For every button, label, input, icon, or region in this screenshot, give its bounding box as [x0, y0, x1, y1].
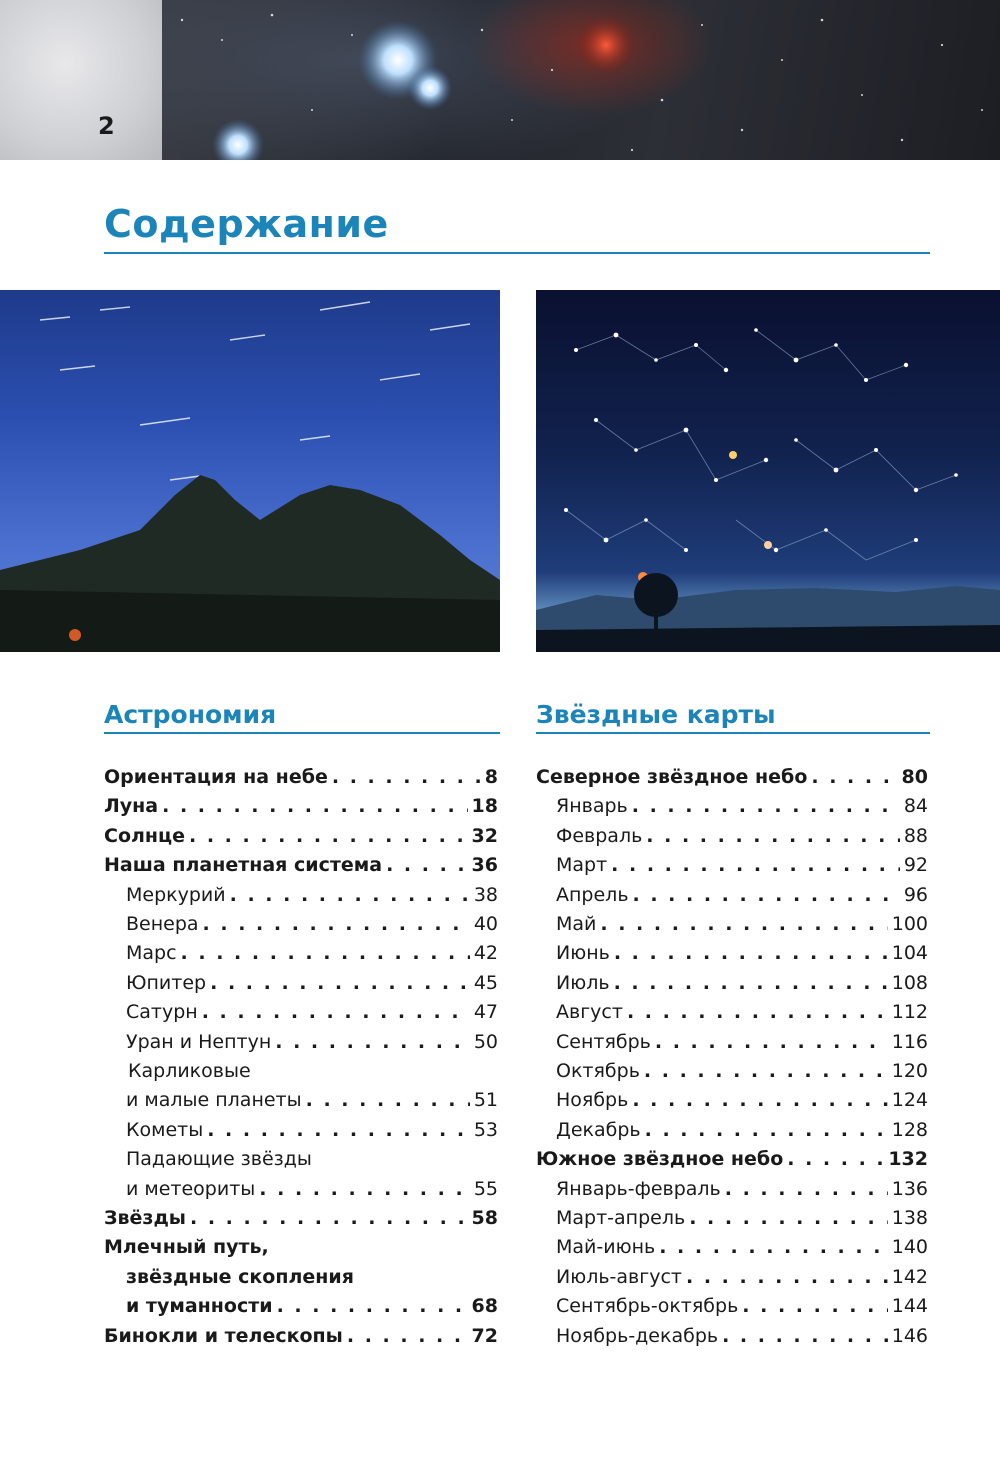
- toc-entry-page: 142: [891, 1265, 928, 1288]
- toc-entry[interactable]: [556, 997, 928, 1027]
- toc-dot-leader: [181, 938, 470, 968]
- toc-entry[interactable]: [126, 997, 498, 1027]
- toc-entry-label: Уран и Нептун: [126, 1030, 272, 1053]
- toc-dot-leader: [645, 1115, 888, 1145]
- toc-entry-page: 47: [473, 1001, 498, 1024]
- toc-dot-leader: [614, 938, 888, 968]
- toc-entry[interactable]: [556, 1056, 928, 1086]
- toc-entry[interactable]: [556, 791, 928, 821]
- toc-dot-leader: [644, 1056, 888, 1086]
- toc-dot-leader: [202, 997, 470, 1027]
- star-trails: [40, 302, 470, 480]
- toc-entry[interactable]: [126, 1027, 498, 1057]
- toc-dot-leader: [210, 968, 470, 998]
- toc-entry-label: Северное звёздное небо: [536, 766, 808, 788]
- toc-entry-label: Солнце: [104, 824, 186, 847]
- toc-entry[interactable]: [556, 1174, 928, 1204]
- toc-entry[interactable]: [128, 1056, 498, 1086]
- toc-entry-page: 84: [903, 795, 928, 818]
- toc-entry-page: 100: [891, 913, 928, 935]
- toc-entry[interactable]: [104, 821, 498, 851]
- page-title: Содержание: [104, 202, 389, 246]
- toc-entry-page: 58: [471, 1207, 498, 1229]
- toc-entry-label: Январь: [556, 795, 628, 818]
- planet-icon: [764, 541, 772, 549]
- toc-entry[interactable]: [556, 1203, 928, 1233]
- toc-dot-leader: [203, 909, 470, 939]
- toc-entry[interactable]: [556, 1027, 928, 1057]
- toc-dot-leader: [811, 762, 897, 792]
- toc-entry-label: Юпитер: [126, 971, 207, 994]
- toc-dot-leader: [686, 1262, 888, 1292]
- toc-entry-page: 36: [471, 854, 498, 877]
- mountain-photo-svg: [0, 290, 500, 652]
- page-number: 2: [98, 112, 115, 140]
- toc-entry[interactable]: [556, 1115, 928, 1145]
- toc-dot-leader: [600, 909, 887, 939]
- toc-dot-leader: [646, 821, 900, 851]
- toc-entry-page: 32: [471, 824, 498, 847]
- toc-dot-leader: [611, 850, 900, 880]
- toc-entry-page: 140: [891, 1236, 928, 1259]
- toc-entry-page: 120: [891, 1060, 928, 1082]
- toc-entry[interactable]: [126, 968, 498, 998]
- toc-entry[interactable]: [126, 938, 498, 968]
- toc-dot-leader: [306, 1085, 470, 1115]
- toc-entry[interactable]: [104, 1321, 498, 1351]
- toc-entry-label: Венера: [126, 913, 199, 935]
- toc-entry-label: Апрель: [556, 883, 629, 906]
- starfield-svg: [162, 0, 1000, 160]
- toc-entry[interactable]: [556, 880, 928, 910]
- toc-entry-label: Март: [556, 854, 608, 877]
- toc-entry-page: 88: [903, 824, 928, 847]
- toc-entry[interactable]: [104, 1232, 498, 1262]
- toc-entry[interactable]: [104, 762, 498, 792]
- toc-entry-label: Июль-август: [556, 1265, 682, 1288]
- toc-entry[interactable]: [126, 1174, 498, 1204]
- toc-dot-leader: [162, 791, 467, 821]
- bright-star-icon: [408, 66, 452, 110]
- toc-entry-label: Июнь: [556, 942, 610, 965]
- header-banner: [0, 0, 1000, 160]
- toc-entry-label: Меркурий: [126, 883, 226, 906]
- toc-dot-leader: [689, 1203, 888, 1233]
- toc-entry-page: 146: [891, 1324, 928, 1347]
- section-divider-astronomy: [104, 732, 500, 734]
- toc-entry-label: Сентябрь-октябрь: [556, 1295, 739, 1318]
- toc-entry-page: 40: [473, 913, 498, 935]
- toc-dot-leader: [722, 1321, 888, 1351]
- toc-entry[interactable]: [104, 1203, 498, 1233]
- banner-starfield-image: [162, 0, 1000, 160]
- toc-dot-leader: [207, 1115, 470, 1145]
- toc-entry[interactable]: [126, 1144, 498, 1174]
- toc-entry-label: Февраль: [556, 824, 643, 847]
- toc-dot-leader: [787, 1144, 884, 1174]
- toc-entry[interactable]: [126, 1085, 498, 1115]
- toc-entry[interactable]: [556, 850, 928, 880]
- toc-entry[interactable]: [104, 791, 498, 821]
- toc-entry-label: Декабрь: [556, 1118, 641, 1141]
- constellation-lines: [566, 330, 956, 560]
- toc-entry-page: 45: [473, 971, 498, 994]
- toc-entry-label: Звёзды: [104, 1207, 186, 1229]
- toc-dot-leader: [347, 1321, 468, 1351]
- toc-entry-page: 108: [891, 971, 928, 994]
- toc-entry-label: и туманности: [126, 1295, 273, 1318]
- toc-entry-page: 138: [891, 1207, 928, 1229]
- toc-entry-label: Наша планетная система: [104, 854, 383, 877]
- toc-entry-label: Млечный путь,: [104, 1236, 269, 1259]
- toc-entry-label: Карликовые: [128, 1060, 251, 1082]
- constellation-photo-svg: [536, 290, 1000, 652]
- toc-entry-page: 112: [891, 1001, 928, 1024]
- toc-dot-leader: [725, 1174, 888, 1204]
- toc-entry[interactable]: [104, 850, 498, 880]
- toc-entry-page: 80: [901, 766, 928, 788]
- toc-entry[interactable]: [556, 909, 928, 939]
- toc-dot-leader: [742, 1291, 887, 1321]
- mountain-star-trails-photo: [0, 290, 500, 652]
- title-divider: [104, 252, 930, 254]
- toc-entry[interactable]: [126, 1262, 498, 1292]
- toc-entry-label: Октябрь: [556, 1060, 640, 1082]
- bright-star-icon: [212, 119, 264, 160]
- toc-entry-label: и малые планеты: [126, 1089, 302, 1112]
- red-nebula-icon: [576, 15, 636, 75]
- toc-entry[interactable]: [536, 1144, 928, 1174]
- toc-entry[interactable]: [556, 1291, 928, 1321]
- toc-dot-leader: [632, 791, 900, 821]
- toc-entry-page: 55: [473, 1177, 498, 1200]
- toc-dot-leader: [632, 1085, 887, 1115]
- toc-entry[interactable]: [126, 1291, 498, 1321]
- toc-entry-label: Ноябрь-декабрь: [556, 1324, 719, 1347]
- toc-entry[interactable]: [556, 968, 928, 998]
- toc-entry-label: Июль: [556, 971, 610, 994]
- toc-entry-page: 132: [888, 1148, 928, 1171]
- toc-entry-page: 18: [471, 795, 498, 818]
- toc-entry-label: Бинокли и телескопы: [104, 1324, 343, 1347]
- toc-entry-page: 104: [891, 942, 928, 965]
- toc-entry-label: Ориентация на небе: [104, 766, 328, 788]
- toc-dot-leader: [189, 821, 468, 851]
- toc-entry-label: Май: [556, 913, 597, 935]
- toc-entry-label: Сентябрь: [556, 1030, 651, 1053]
- toc-entry-label: Январь-февраль: [556, 1177, 721, 1200]
- toc-dot-leader: [659, 1232, 888, 1262]
- toc-entry[interactable]: [556, 938, 928, 968]
- toc-entry-label: Сатурн: [126, 1001, 198, 1024]
- toc-entry-page: 42: [473, 942, 498, 965]
- toc-entry-label: Луна: [104, 795, 159, 818]
- toc-dot-leader: [277, 1291, 468, 1321]
- planet-icon: [729, 451, 737, 459]
- toc-entry-label: Марс: [126, 942, 177, 965]
- toc-entry[interactable]: [556, 1232, 928, 1262]
- toc-entry-page: 50: [473, 1030, 498, 1053]
- toc-dot-leader: [627, 997, 888, 1027]
- toc-entry-page: 92: [903, 854, 928, 877]
- toc-entry[interactable]: [556, 1085, 928, 1115]
- toc-entry-page: 136: [891, 1177, 928, 1200]
- toc-entry[interactable]: [556, 821, 928, 851]
- toc-entry-label: Падающие звёзды: [126, 1148, 312, 1171]
- foreground-ground: [0, 590, 500, 652]
- toc-entry-page: 51: [473, 1089, 498, 1112]
- toc-entry[interactable]: [556, 1321, 928, 1351]
- toc-entry[interactable]: [536, 762, 928, 792]
- toc-entry-page: 116: [891, 1030, 928, 1053]
- section-divider-star-maps: [536, 732, 930, 734]
- toc-entry-page: 53: [473, 1118, 498, 1141]
- toc-dot-leader: [190, 1203, 468, 1233]
- toc-dot-leader: [614, 968, 888, 998]
- toc-dot-leader: [275, 1027, 470, 1057]
- toc-entry-label: Май-июнь: [556, 1236, 656, 1259]
- toc-entry-label: Ноябрь: [556, 1089, 629, 1112]
- village-lights: [69, 629, 81, 641]
- section-title-astronomy: Астрономия: [104, 700, 277, 729]
- toc-entry[interactable]: [126, 1115, 498, 1145]
- toc-entry-page: 8: [484, 766, 498, 788]
- toc-entry[interactable]: [556, 1262, 928, 1292]
- toc-entry-label: Август: [556, 1001, 623, 1024]
- toc-entry[interactable]: [126, 880, 498, 910]
- toc-dot-leader: [386, 850, 467, 880]
- toc-entry-label: Южное звёздное небо: [536, 1148, 784, 1171]
- toc-entry-label: звёздные скопления: [126, 1265, 354, 1288]
- toc-dot-leader: [259, 1174, 470, 1204]
- toc-dot-leader: [655, 1027, 888, 1057]
- toc-entry-page: 144: [891, 1295, 928, 1318]
- constellation-sky-photo: [536, 290, 1000, 652]
- toc-dot-leader: [633, 880, 900, 910]
- toc-entry-label: Март-апрель: [556, 1207, 686, 1229]
- toc-entry-page: 124: [891, 1089, 928, 1112]
- toc-entry[interactable]: [126, 909, 498, 939]
- toc-entry-page: 68: [471, 1295, 498, 1318]
- toc-entry-page: 96: [903, 883, 928, 906]
- toc-entry-label: Кометы: [126, 1118, 204, 1141]
- toc-dot-leader: [332, 762, 481, 792]
- banner-page-tab: [0, 0, 162, 160]
- section-title-star-maps: Звёздные карты: [536, 700, 776, 729]
- toc-entry-page: 72: [471, 1324, 498, 1347]
- toc-entry-label: и метеориты: [126, 1177, 256, 1200]
- toc-dot-leader: [230, 880, 470, 910]
- toc-entry-page: 128: [891, 1118, 928, 1141]
- toc-entry-page: 38: [473, 883, 498, 906]
